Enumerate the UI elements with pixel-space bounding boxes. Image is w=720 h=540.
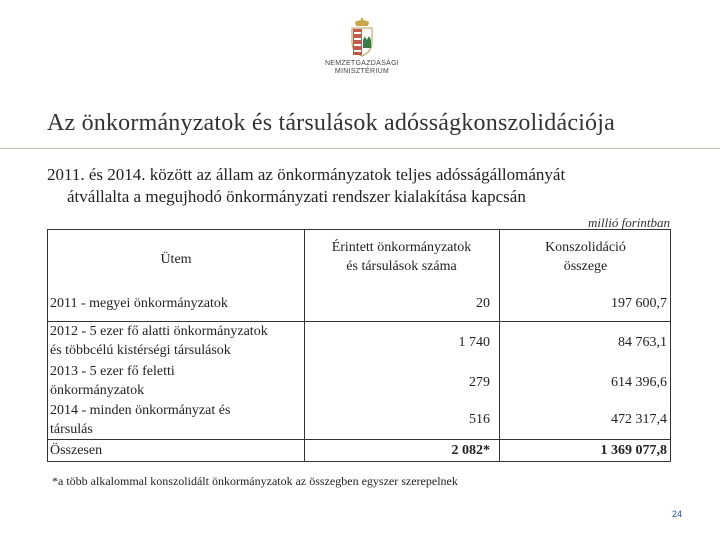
table-row-count: 1 740 <box>458 335 490 350</box>
total-count: 2 082* <box>451 443 490 458</box>
table-row-label-line: 2012 - 5 ezer fő alatti önkormányzatok <box>50 324 268 339</box>
table-row-label-line: önkormányzatok <box>50 383 145 398</box>
table-row-label-line: 2014 - minden önkormányzat és <box>50 403 231 418</box>
table-row-amount: 614 396,6 <box>611 375 667 390</box>
page-title: Az önkormányzatok és társulások adósságkonszolidációja <box>47 110 615 136</box>
unit-label: millió forintban <box>588 215 670 230</box>
logo-line-2: MINISZTÉRIUM <box>334 68 390 75</box>
subtitle-line-1: 2011. és 2014. között az állam az önkormányzatok teljes adósságállományát <box>47 165 566 184</box>
table-row-label <box>50 401 230 439</box>
logo-line-1: NEMZETGAZDASÁGI <box>324 60 400 67</box>
total-label: Összesen <box>50 443 103 458</box>
table-row-label <box>50 322 268 360</box>
table-row-count: 516 <box>469 412 490 427</box>
header-affected-line-1: Érintett önkormányzatok <box>331 240 472 255</box>
row-divider <box>48 439 670 440</box>
header-amount <box>499 238 672 276</box>
subtitle <box>47 164 687 208</box>
table-row-label-line: 2013 - 5 ezer fő feletti <box>50 364 175 379</box>
table-row-label: 2011 - megyei önkormányzatok <box>50 296 228 311</box>
footnote: *a több alkalommal konszolidált önkormányzatok az összegben egyszer szerepelnek <box>52 474 458 488</box>
header-amount-line-1: Konszolidáció <box>545 240 626 255</box>
header-phase: Ütem <box>160 252 192 267</box>
header-amount-line-2: összege <box>563 259 608 274</box>
table-row-count: 279 <box>469 375 490 390</box>
table-row-amount: 472 317,4 <box>611 412 667 427</box>
table-row-label-line: és többcélú kistérségi társulások <box>50 343 231 358</box>
table-row-label-line: társulás <box>50 422 93 437</box>
coat-of-arms-icon <box>349 18 375 58</box>
header-affected-line-2: és társulások száma <box>346 259 457 274</box>
title-divider <box>0 148 720 149</box>
table-row-count: 20 <box>476 296 490 311</box>
total-amount: 1 369 077,8 <box>600 443 667 458</box>
consolidation-table <box>47 229 671 462</box>
subtitle-line-2: átvállalta a megujhodó önkormányzati rendszer kialakítása kapcsán <box>67 187 526 206</box>
table-row-amount: 197 600,7 <box>611 296 667 311</box>
page-number: 24 <box>672 509 683 519</box>
table-row-label <box>50 362 175 400</box>
ministry-logo <box>316 18 408 82</box>
header-affected <box>304 238 499 276</box>
table-row-amount: 84 763,1 <box>618 335 667 350</box>
